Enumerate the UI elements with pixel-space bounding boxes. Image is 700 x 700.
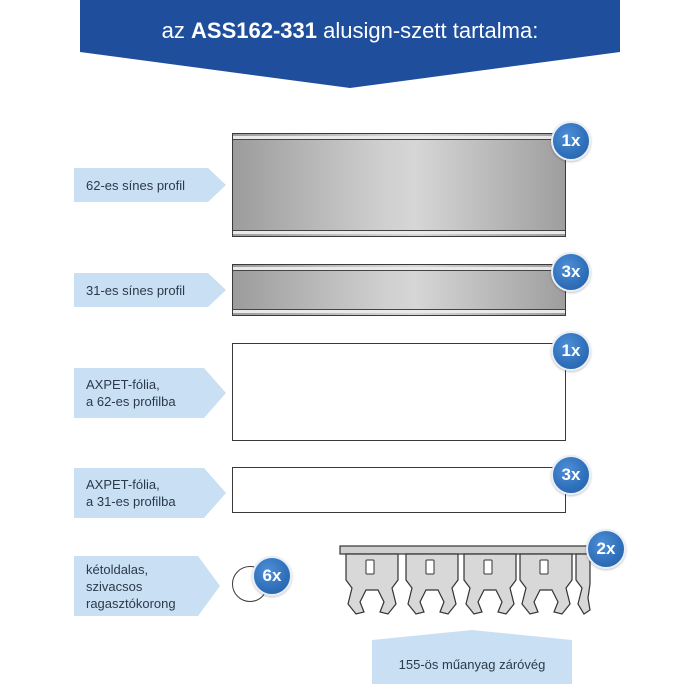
page-title — [80, 18, 620, 44]
count-text: 1x — [561, 341, 581, 360]
label-line: a 62-es profilba — [86, 394, 176, 409]
foil-31-icon — [232, 467, 566, 513]
profile-rail-bottom — [233, 230, 565, 234]
end-cap-icon — [338, 544, 598, 625]
product-code: ASS162-331 — [191, 18, 318, 43]
label-line: 155-ös műanyag záróvég — [398, 657, 546, 672]
count-badge-end-cap — [586, 529, 626, 569]
title-suffix: alusign-szett tartalma: — [317, 18, 539, 43]
label-foil-62-text — [86, 368, 176, 418]
label-31-profile-text — [86, 273, 185, 307]
label-line: AXPET-fólia, — [86, 477, 160, 492]
profile-31-icon — [232, 264, 566, 316]
title-prefix: az — [161, 18, 192, 43]
label-62-profile — [74, 168, 226, 202]
count-badge-foil-31 — [551, 455, 591, 495]
label-foil-31-text — [86, 468, 176, 518]
profile-rail-top — [233, 136, 565, 140]
label-adhesive-disc-text — [86, 556, 176, 616]
profile-rail-bottom — [233, 309, 565, 313]
label-line: kétoldalas, — [86, 561, 149, 577]
count-text: 6x — [262, 566, 282, 585]
profile-rail-top — [233, 267, 565, 271]
count-text: 1x — [561, 131, 581, 150]
count-badge-62-profile — [551, 121, 591, 161]
label-line: 31-es sínes profil — [86, 282, 185, 298]
end-cap-drawing — [338, 544, 598, 620]
count-text: 3x — [561, 465, 581, 484]
label-line: 62-es sínes profil — [86, 177, 185, 193]
label-end-cap-text — [372, 630, 572, 684]
count-text: 2x — [596, 539, 616, 558]
banner-shape — [80, 0, 620, 88]
label-line: a 31-es profilba — [86, 494, 176, 509]
header-banner — [80, 0, 620, 88]
label-adhesive-disc — [74, 556, 220, 616]
profile-62-icon — [232, 133, 566, 237]
count-badge-foil-62 — [551, 331, 591, 371]
count-badge-31-profile — [551, 252, 591, 292]
count-badge-adhesive-disc — [252, 556, 292, 596]
label-31-profile — [74, 273, 226, 307]
label-62-profile-text — [86, 168, 185, 202]
label-end-cap — [372, 630, 572, 689]
label-line: szivacsos — [86, 578, 143, 594]
foil-62-icon — [232, 343, 566, 441]
label-foil-62 — [74, 368, 226, 418]
label-line: AXPET-fólia, — [86, 377, 160, 392]
label-foil-31 — [74, 468, 226, 518]
count-text: 3x — [561, 262, 581, 281]
label-line: ragasztókorong — [86, 595, 176, 611]
